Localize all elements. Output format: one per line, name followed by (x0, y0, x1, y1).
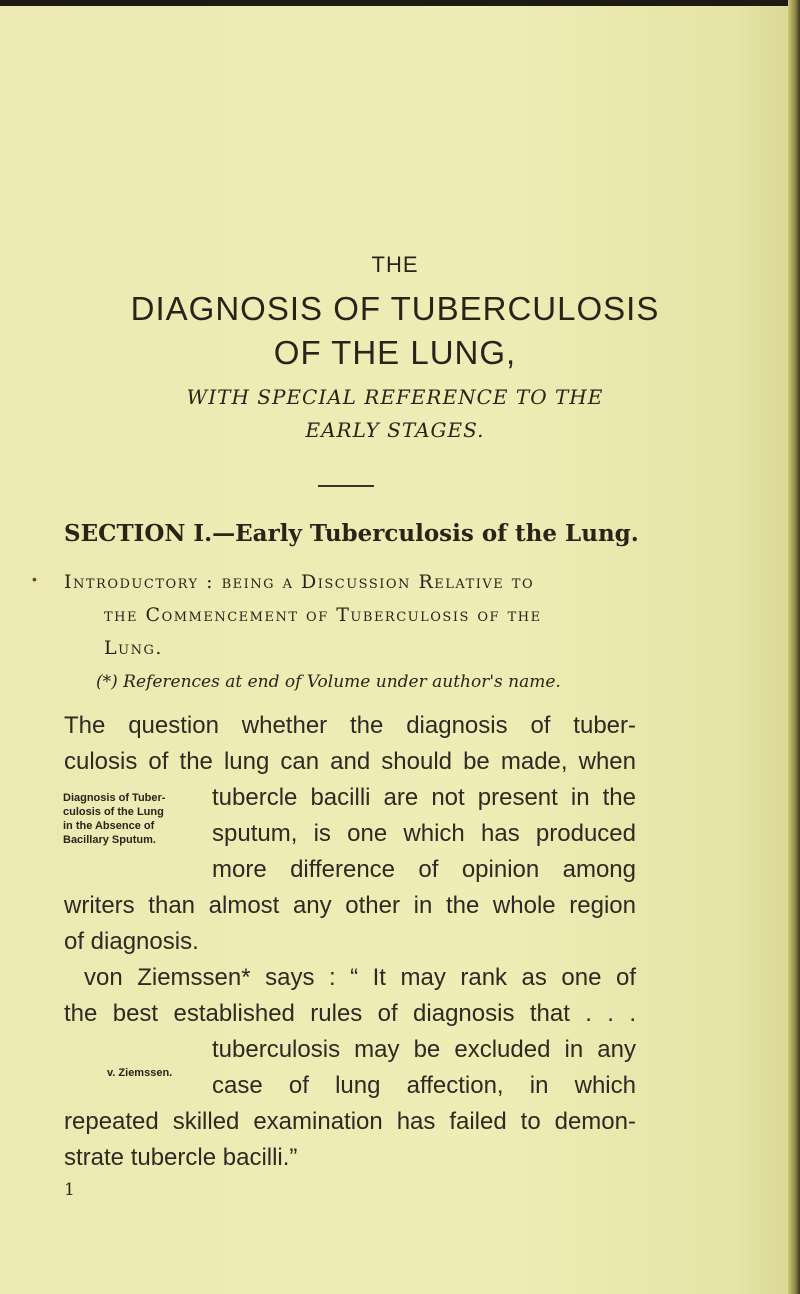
body-line-9: the best established rules of diagnosis that . . . (64, 1000, 636, 1027)
title-line-2: OF THE LUNG, (273, 334, 517, 371)
subtitle-line-1: WITH SPECIAL REFERENCE TO THE (186, 385, 604, 409)
body-line-11: case of lung affection, in which (212, 1072, 636, 1099)
body-line-7: of diagnosis. (64, 928, 199, 955)
body-line-12: repeated skilled examination has failed to demon- (64, 1108, 636, 1135)
margin-note-line-4: Bacillary Sputum. (63, 834, 156, 846)
intro-line-2: the Commencement of Tuberculosis of the (104, 604, 542, 626)
body-line-5: more difference of opinion among (212, 856, 636, 883)
page-number: 1 (64, 1180, 75, 1200)
page-top-edge (0, 0, 800, 6)
body-line-3: tubercle bacilli are not present in the (212, 784, 636, 811)
margin-note-line-1: Diagnosis of Tuber- (63, 792, 166, 804)
body-line-4: sputum, is one which has produced (212, 820, 636, 847)
intro-line-3: Lung. (104, 637, 163, 659)
subtitle-line-2: EARLY STAGES. (305, 418, 485, 442)
body-line-8: von Ziemssen* says : “ It may rank as one of (84, 964, 636, 991)
title-divider (318, 485, 374, 487)
margin-note-line-3: in the Absence of (63, 820, 155, 832)
section-intro (64, 566, 714, 665)
margin-mark: • (32, 571, 37, 587)
body-line-6: writers than almost any other in the whole region (64, 892, 636, 919)
title-line-1: DIAGNOSIS OF TUBERCULOSIS (130, 290, 660, 327)
margin-note-ziemssen: v. Ziemssen. (107, 1067, 173, 1079)
title-the: THE (371, 252, 419, 277)
body-line-2: culosis of the lung can and should be made, when (64, 748, 636, 775)
margin-note-line-2: culosis of the Lung (63, 806, 164, 818)
margin-note-diagnosis (63, 791, 213, 847)
body-line-10: tuberculosis may be excluded in any (212, 1036, 636, 1063)
section-heading: SECTION I.—Early Tuberculosis of the Lung. (64, 520, 639, 547)
body-line-13: strate tubercle bacilli.” (64, 1144, 298, 1171)
intro-line-1: Introductory : being a Discussion Relative to (64, 571, 535, 593)
page-right-edge (788, 0, 800, 1294)
references-note: (*) References at end of Volume under author's name. (96, 672, 561, 692)
body-line-1: The question whether the diagnosis of tuber- (64, 712, 636, 739)
